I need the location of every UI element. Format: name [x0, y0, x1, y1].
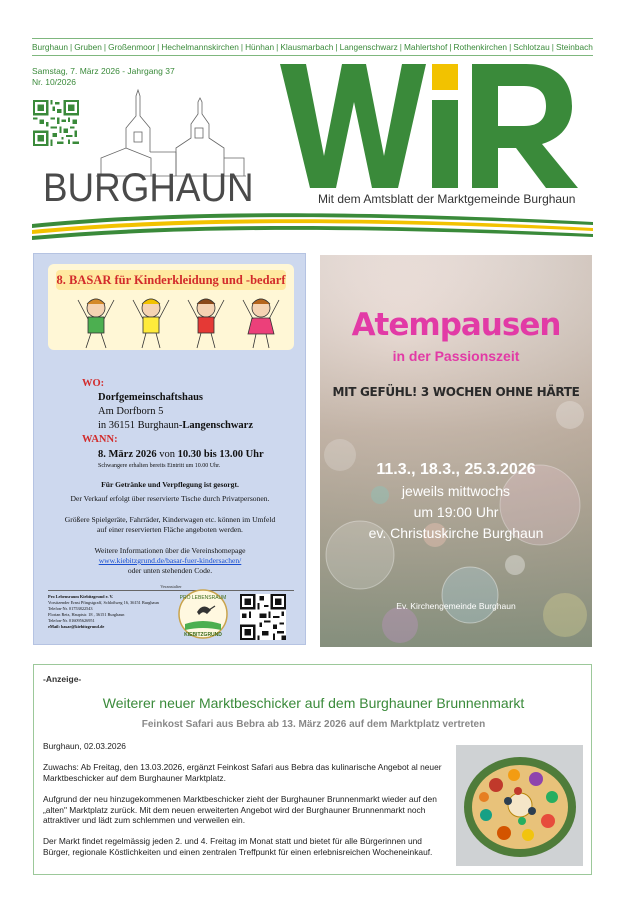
wo-label: WO: [82, 378, 105, 389]
sale-note: Der Verkauf erfolgt über reservierte Tische durch Privatpersonen. [70, 494, 270, 503]
kiebitzgrund-logo-icon [177, 588, 229, 640]
atempausen-poster [320, 255, 592, 647]
article-subtitle: Feinkost Safari aus Bebra ab 13. März 2026 auf dem Marktplatz vertreten [141, 719, 486, 730]
ad-label: -Anzeige- [43, 674, 82, 684]
village-item: Mahlertshof [403, 42, 448, 52]
issue-info [32, 66, 175, 88]
village-item: Langenschwarz [339, 42, 398, 52]
wir-logo [280, 64, 580, 188]
village-item: Großenmoor [108, 42, 156, 52]
code-note: oder unten stehenden Code. [127, 566, 213, 575]
large-items-note-1: Größere Spielgeräte, Fahrräder, Kinderwagen etc. können im Umfeld [64, 515, 276, 524]
article-title: Weiterer neuer Marktbeschicker auf dem Burghauner Brunnenmarkt [102, 695, 525, 711]
large-items-note-2: auf einer reservierten Fläche angeboten werden. [97, 525, 243, 534]
qr-code-icon[interactable] [33, 100, 79, 146]
street: Am Dorfborn 5 [98, 406, 164, 417]
atempausen-title: Atempausen [351, 307, 561, 343]
food-platter-icon [456, 745, 583, 866]
issue-date: Samstag, 7. März 2026 - Jahrgang 37 [32, 66, 175, 76]
village-list: Burghaun | Gruben | Großenmoor | Hechelmannskirchen | Hünhan | Klausmarbach | Langenschwarz | Mahlertshof | Rothenkirchen | Schlotzau | Steinbach [32, 38, 593, 56]
village-item: Hechelmannskirchen [161, 42, 239, 52]
pregnant-note: Schwangere erhalten bereits Eintritt um 10.00 Uhr. [98, 463, 221, 469]
village-item: Steinbach [555, 42, 593, 52]
children-illustration-icon [56, 290, 288, 350]
town-name: BURGHAUN [43, 166, 254, 210]
event-date: 8. März 2026 von 10.30 bis 13.00 Uhr [98, 449, 264, 460]
homepage-link[interactable]: www.kiebitzgrund.de/basar-fuer-kindersachen/ [98, 556, 242, 565]
organizer-divider [48, 590, 294, 591]
basar-title: 8. BASAR für Kinderkleidung und -bedarf [56, 270, 286, 290]
article-dateline: Burghaun, 02.03.2026 [43, 741, 126, 751]
article-body [43, 741, 448, 868]
organizer-details: Pro Lebensraum Kiebitzgrund e. V. Vorsitzender Ernst Pfingstgraff, Schloßweg 16, 36151 Burghaun Telefon-Nr. 01753822543 Florian Retz, Hauptstr. 18 , 36151 Burghaun Telefon-Nr. 016095626951 eMail: basar@kiebitzgrund.de [48, 594, 159, 629]
village-item: Schlotzau [513, 42, 550, 52]
atempausen-footer: Ev. Kirchengemeinde Burghaun [396, 601, 516, 611]
village-item: Rothenkirchen [453, 42, 508, 52]
atempausen-motto: MIT GEFÜHL! 3 WOCHEN OHNE HÄRTE [332, 385, 580, 399]
basar-banner [48, 264, 294, 350]
homepage-link-wrap [40, 556, 300, 566]
organizer-label: Veranstalter [160, 584, 182, 589]
swoosh-decoration [32, 206, 593, 242]
svg-text:KIEBITZGRUND: KIEBITZGRUND [184, 632, 222, 638]
article-paragraph: Der Markt findet regelmässig jeden 2. und 4. Freitag im Monat statt und bietet für alle Bürgerinnen und Bürger, regionale Köstlichkeiten und einen zentralen Treffpunkt für einen erlebnisreichen Wocheneinkauf. [43, 836, 433, 857]
svg-text:PRO LEBENSRAUM: PRO LEBENSRAUM [179, 595, 227, 601]
venue: Dorfgemeinschaftshaus [98, 392, 203, 403]
issue-number: Nr. 10/2026 [32, 77, 76, 87]
atempausen-subtitle: in der Passionszeit [392, 348, 520, 364]
atempausen-dates: 11.3., 18.3., 25.3.2026 [376, 461, 536, 478]
church-outline-icon [96, 88, 246, 178]
city: in 36151 Burghaun-Langenschwarz [98, 420, 253, 431]
article-paragraph: Zuwachs: Ab Freitag, den 13.03.2026, ergänzt Feinkost Safari aus Bebra das kulinarische Angebot al neuer Marktbeschicker auf dem Burghauner Marktplatz. [43, 762, 442, 783]
food-note: Für Getränke und Verpflegung ist gesorgt. [101, 480, 239, 489]
atempausen-location: ev. Christuskirche Burghaun [368, 525, 544, 541]
market-article [33, 664, 592, 875]
village-item: Gruben [74, 42, 102, 52]
village-item: Burghaun [32, 42, 68, 52]
header-subtitle: Mit dem Amtsblatt der Marktgemeinde Burghaun [318, 192, 576, 206]
atempausen-weekday: jeweils mittwochs [401, 483, 511, 499]
more-info: Weitere Informationen über die Vereinshomepage [94, 546, 246, 555]
village-item: Hünhan [245, 42, 275, 52]
atempausen-time: um 19:00 Uhr [413, 504, 499, 520]
village-item: Klausmarbach [280, 42, 334, 52]
basar-poster [33, 253, 306, 645]
qr-code-icon[interactable] [240, 594, 286, 640]
article-paragraph: Aufgrund der neu hinzugekommenen Marktbeschicker zieht der Burghauner Brunnenmarkt wieder auf den „alten" Marktplatz zurück. Mit dem neuen erweiterten Angebot wird der Burghauner Brunnenmarkt noch attraktiver und lädt zum schlemmen und verweilen ein. [43, 793, 437, 826]
wann-label: WANN: [82, 434, 118, 445]
